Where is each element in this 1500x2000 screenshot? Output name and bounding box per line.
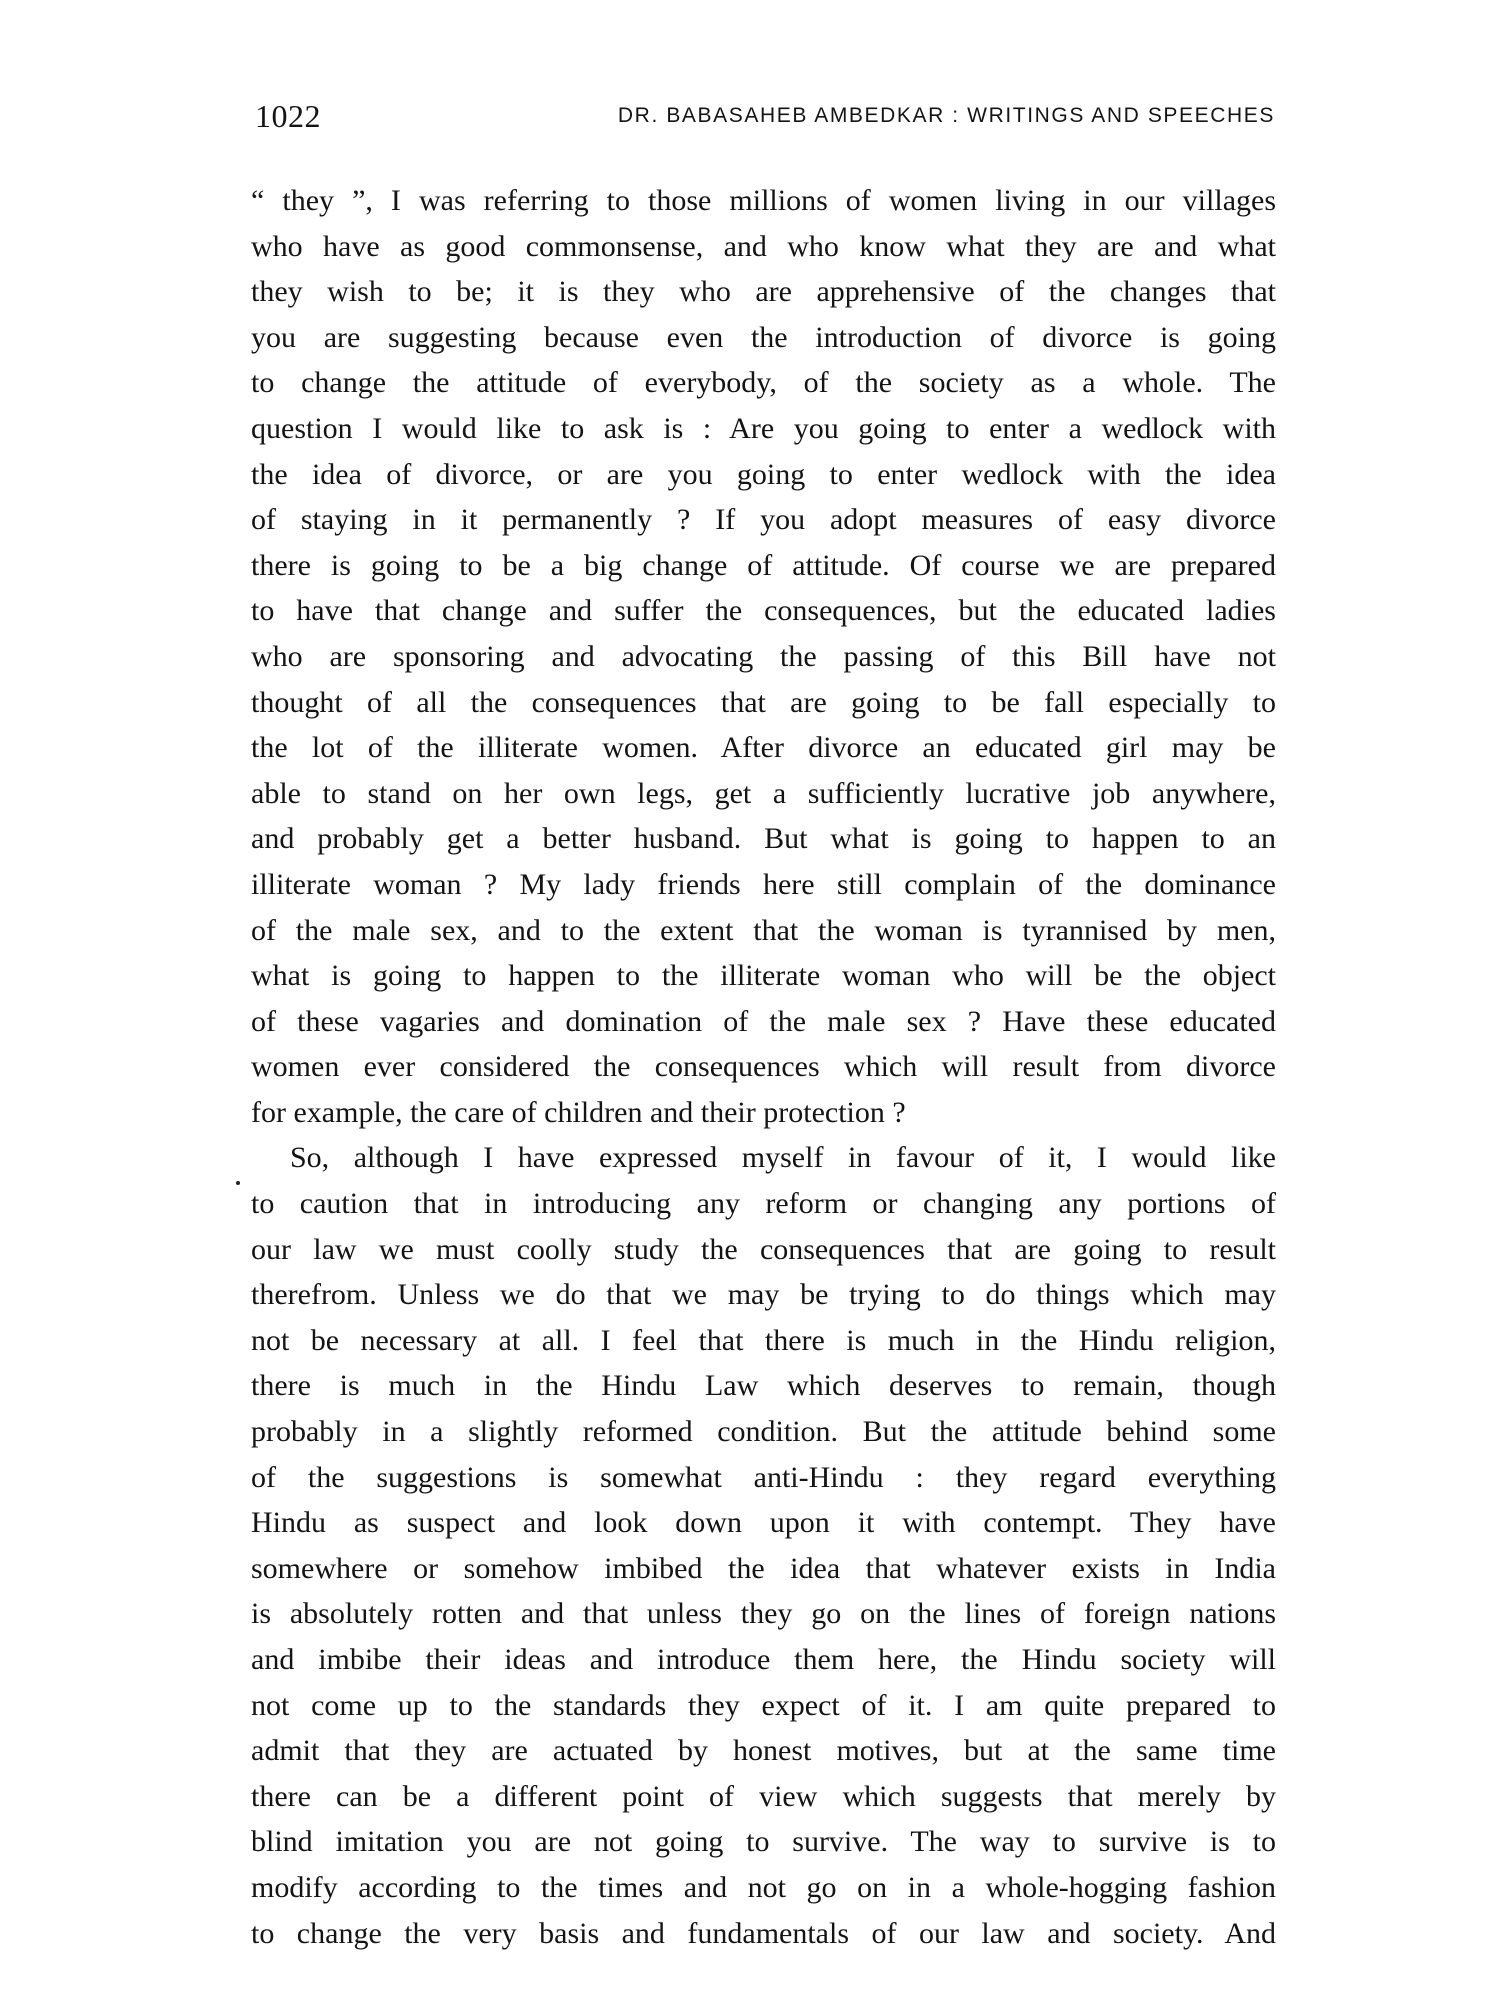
text-line: the idea of divorce, or are you going to enter wedlock with the idea bbox=[251, 457, 1276, 491]
text-line: to caution that in introducing any reform or changing any portions of bbox=[251, 1187, 1276, 1221]
text-line: of the male sex, and to the extent that the woman is tyrannised by men, bbox=[251, 913, 1276, 947]
text-line: and imbibe their ideas and introduce them here, the Hindu society will bbox=[251, 1643, 1276, 1676]
text-line: the lot of the illiterate women. After divorce an educated girl may be bbox=[251, 731, 1276, 765]
running-head: DR. BABASAHEB AMBEDKAR : WRITINGS AND SPEECHES bbox=[617, 104, 1275, 127]
text-line: to have that change and suffer the consequences, but the educated ladies bbox=[251, 594, 1276, 628]
text-line: you are suggesting because even the introduction of divorce is going bbox=[251, 320, 1276, 354]
text-line: modify according to the times and not go on in a whole-hogging fashion bbox=[251, 1870, 1276, 1904]
text-line: therefrom. Unless we do that we may be trying to do things which may bbox=[251, 1278, 1276, 1312]
text-line: “ they ”, I was referring to those millions of women living in our villages bbox=[251, 184, 1276, 217]
text-line: question I would like to ask is : Are you going to enter a wedlock with bbox=[251, 411, 1276, 445]
text-line: admit that they are actuated by honest motives, but at the same time bbox=[251, 1734, 1276, 1768]
text-line: they wish to be; it is they who are apprehensive of the changes that bbox=[251, 275, 1276, 309]
text-line: there can be a different point of view which suggests that merely by bbox=[251, 1779, 1276, 1813]
text-line: to change the very basis and fundamentals of our law and society. And bbox=[251, 1916, 1276, 1950]
paragraphs-container bbox=[251, 178, 1276, 1956]
text-line: our law we must coolly study the consequences that are going to result bbox=[251, 1232, 1276, 1266]
text-line: what is going to happen to the illiterate woman who will be the object bbox=[251, 959, 1276, 993]
text-line: for example, the care of children and their protection ? bbox=[251, 1095, 906, 1129]
text-line: who have as good commonsense, and who know what they are and what bbox=[251, 229, 1276, 263]
text-line: is absolutely rotten and that unless they go on the lines of foreign nations bbox=[251, 1597, 1276, 1631]
text-line: Hindu as suspect and look down upon it with contempt. They have bbox=[251, 1506, 1276, 1540]
text-line: of the suggestions is somewhat anti-Hindu : they regard everything bbox=[251, 1460, 1276, 1494]
page-number: 1022 bbox=[255, 98, 321, 134]
text-line: So, although I have expressed myself in favour of it, I would like bbox=[290, 1141, 1276, 1175]
body-text bbox=[251, 178, 1276, 1956]
text-line: not come up to the standards they expect of it. I am quite prepared to bbox=[251, 1688, 1276, 1722]
text-line: there is going to be a big change of attitude. Of course we are prepared bbox=[251, 548, 1276, 582]
margin-speck bbox=[236, 1181, 240, 1185]
text-line: women ever considered the consequences which will result from divorce bbox=[251, 1050, 1276, 1084]
text-line: and probably get a better husband. But what is going to happen to an bbox=[251, 822, 1276, 856]
text-line: probably in a slightly reformed condition. But the attitude behind some bbox=[251, 1415, 1276, 1449]
text-line: somewhere or somehow imbibed the idea that whatever exists in India bbox=[251, 1551, 1276, 1585]
text-line: to change the attitude of everybody, of the society as a whole. The bbox=[251, 366, 1276, 400]
text-line: thought of all the consequences that are going to be fall especially to bbox=[251, 685, 1276, 719]
text-line: illiterate woman ? My lady friends here still complain of the dominance bbox=[251, 867, 1276, 901]
page-header bbox=[255, 96, 1275, 136]
text-line: of these vagaries and domination of the male sex ? Have these educated bbox=[251, 1004, 1276, 1038]
text-line: of staying in it permanently ? If you adopt measures of easy divorce bbox=[251, 503, 1276, 537]
paragraph bbox=[251, 178, 1276, 1135]
text-line: who are sponsoring and advocating the passing of this Bill have not bbox=[251, 639, 1276, 673]
text-line: there is much in the Hindu Law which deserves to remain, though bbox=[251, 1369, 1276, 1403]
text-line: able to stand on her own legs, get a sufficiently lucrative job anywhere, bbox=[251, 776, 1276, 810]
paragraph bbox=[251, 1135, 1276, 1956]
text-line: blind imitation you are not going to survive. The way to survive is to bbox=[251, 1825, 1276, 1859]
text-line: not be necessary at all. I feel that there is much in the Hindu religion, bbox=[251, 1323, 1276, 1357]
